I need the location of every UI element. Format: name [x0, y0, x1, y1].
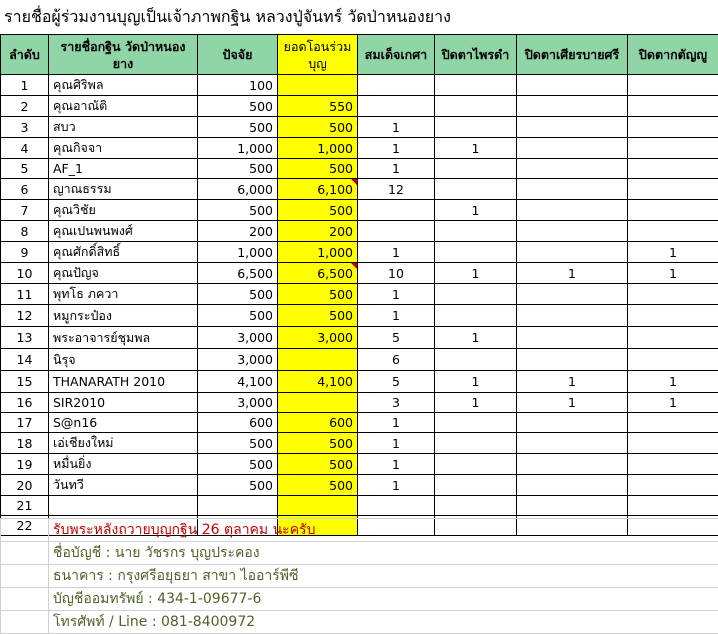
transfer-cell[interactable]: [278, 75, 358, 96]
pidta-sianbaisri-cell[interactable]: [517, 475, 628, 496]
pidta-sianbaisri-cell[interactable]: [517, 221, 628, 242]
row-number-cell[interactable]: 17: [1, 413, 49, 433]
row-number-cell[interactable]: 12: [1, 305, 49, 327]
somdej-kesa-cell[interactable]: 1: [358, 454, 435, 475]
header-pidta-sianbaisri[interactable]: ปิดตาเศียรบายศรี: [517, 35, 628, 75]
pidta-katanyu-cell[interactable]: [628, 96, 718, 117]
row-number-cell[interactable]: 19: [1, 454, 49, 475]
footer-account-name[interactable]: ชื่อบัญชี : นาย วัชรกร บุญประคอง: [49, 542, 718, 565]
pidta-praidam-cell[interactable]: [435, 221, 517, 242]
table-row: [1, 159, 718, 179]
somdej-kesa-cell[interactable]: [358, 496, 435, 516]
pidta-katanyu-cell[interactable]: 1: [628, 242, 718, 263]
somdej-kesa-cell[interactable]: 1: [358, 475, 435, 496]
pidta-sianbaisri-cell[interactable]: [517, 242, 628, 263]
somdej-kesa-cell[interactable]: [358, 75, 435, 96]
pidta-katanyu-cell[interactable]: [628, 138, 718, 159]
somdej-kesa-cell[interactable]: 1: [358, 305, 435, 327]
amount-cell[interactable]: 500: [198, 433, 278, 454]
donor-name-cell[interactable]: คุณศักดิ์สิทธิ์: [49, 242, 198, 263]
pidta-katanyu-cell[interactable]: 1: [628, 263, 718, 284]
table-row: [1, 200, 718, 221]
pidta-sianbaisri-cell[interactable]: [517, 200, 628, 221]
pidta-praidam-cell[interactable]: [435, 75, 517, 96]
transfer-cell[interactable]: 500: [278, 200, 358, 221]
donor-name-cell[interactable]: AF_1: [49, 159, 198, 179]
table-row: [1, 433, 718, 454]
pidta-sianbaisri-cell[interactable]: [517, 305, 628, 327]
row-number-cell[interactable]: 11: [1, 284, 49, 305]
somdej-kesa-cell[interactable]: 1: [358, 242, 435, 263]
pidta-katanyu-cell[interactable]: [628, 179, 718, 200]
sheet-title: รายชื่อผู้ร่วมงานบุญเป็นเจ้าภาพกฐิน หลวงปู่จันทร์ วัดป่าหนองยาง: [0, 0, 718, 34]
row-number-cell[interactable]: 15: [1, 371, 49, 393]
pidta-praidam-cell[interactable]: [435, 433, 517, 454]
row-number-cell[interactable]: 20: [1, 475, 49, 496]
header-amount[interactable]: ปัจจัย: [198, 35, 278, 75]
pidta-praidam-cell[interactable]: [435, 117, 517, 138]
pidta-sianbaisri-cell[interactable]: [517, 159, 628, 179]
somdej-kesa-cell[interactable]: 5: [358, 371, 435, 393]
table-row: [1, 263, 718, 284]
somdej-kesa-cell[interactable]: 1: [358, 413, 435, 433]
table-row: [1, 305, 718, 327]
table-row: [1, 96, 718, 117]
footer-phone[interactable]: โทรศัพท์ / Line : 081-8400972: [49, 611, 718, 634]
header-transfer[interactable]: ยอดโอนร่วมบุญ: [278, 35, 358, 75]
pidta-katanyu-cell[interactable]: [628, 496, 718, 516]
amount-cell[interactable]: 100: [198, 75, 278, 96]
pidta-sianbaisri-cell[interactable]: [517, 138, 628, 159]
amount-cell[interactable]: 500: [198, 96, 278, 117]
somdej-kesa-cell[interactable]: [358, 200, 435, 221]
transfer-cell[interactable]: 500: [278, 284, 358, 305]
amount-cell[interactable]: 500: [198, 454, 278, 475]
somdej-kesa-cell[interactable]: 12: [358, 179, 435, 200]
pidta-sianbaisri-cell[interactable]: 1: [517, 371, 628, 393]
pidta-praidam-cell[interactable]: [435, 454, 517, 475]
pidta-praidam-cell[interactable]: 1: [435, 138, 517, 159]
table-row: [1, 284, 718, 305]
amount-cell[interactable]: 3,000: [198, 393, 278, 413]
donor-name-cell[interactable]: หมูกระป๋อง: [49, 305, 198, 327]
pidta-praidam-cell[interactable]: 1: [435, 263, 517, 284]
donor-name-cell[interactable]: คุณปัญจ: [49, 263, 198, 284]
table-row: [1, 242, 718, 263]
amount-cell[interactable]: 3,000: [198, 327, 278, 349]
pidta-sianbaisri-cell[interactable]: [517, 179, 628, 200]
pidta-praidam-cell[interactable]: [435, 496, 517, 516]
table-row: [1, 349, 718, 371]
amount-cell[interactable]: 500: [198, 200, 278, 221]
pidta-katanyu-cell[interactable]: [628, 117, 718, 138]
amount-cell[interactable]: 200: [198, 221, 278, 242]
row-number-cell[interactable]: 10: [1, 263, 49, 284]
table-row: [1, 327, 718, 349]
somdej-kesa-cell[interactable]: 1: [358, 117, 435, 138]
header-pidta-katanyu[interactable]: ปิดตากตัญญู: [628, 35, 718, 75]
somdej-kesa-cell[interactable]: 1: [358, 284, 435, 305]
footer-note[interactable]: รับพระหลังถวายบุญกฐิน 26 ตุลาคม นะครับ: [49, 519, 718, 542]
amount-cell[interactable]: [198, 496, 278, 516]
pidta-praidam-cell[interactable]: [435, 96, 517, 117]
transfer-cell[interactable]: 500: [278, 475, 358, 496]
row-number-cell[interactable]: 9: [1, 242, 49, 263]
donor-name-cell[interactable]: คุณกิจจา: [49, 138, 198, 159]
transfer-cell[interactable]: 500: [278, 305, 358, 327]
pidta-praidam-cell[interactable]: [435, 159, 517, 179]
amount-cell[interactable]: 500: [198, 117, 278, 138]
pidta-sianbaisri-cell[interactable]: [517, 75, 628, 96]
transfer-cell[interactable]: 6,100: [278, 179, 358, 200]
transfer-cell[interactable]: 4,100: [278, 371, 358, 393]
footer-bank[interactable]: ธนาคาร : กรุงศรีอยุธยา สาขา ไออาร์พีซี: [49, 565, 718, 588]
pidta-katanyu-cell[interactable]: [628, 433, 718, 454]
table-row: [1, 138, 718, 159]
donor-name-cell[interactable]: คุณศิริพล: [49, 75, 198, 96]
pidta-sianbaisri-cell[interactable]: [517, 117, 628, 138]
donor-name-cell[interactable]: ญาณธรรม: [49, 179, 198, 200]
donor-name-cell[interactable]: SIR2010: [49, 393, 198, 413]
header-row: [1, 35, 718, 75]
row-number-cell[interactable]: 4: [1, 138, 49, 159]
header-somdej-kesa[interactable]: สมเด็จเกศา: [358, 35, 435, 75]
footer-account-number[interactable]: บัญชีออมทรัพย์ : 434-1-09677-6: [49, 588, 718, 611]
table-row: [1, 393, 718, 413]
donor-name-cell[interactable]: เอ่เชียงใหม่: [49, 433, 198, 454]
transfer-cell[interactable]: [278, 349, 358, 371]
somdej-kesa-cell[interactable]: 1: [358, 159, 435, 179]
pidta-katanyu-cell[interactable]: [628, 221, 718, 242]
pidta-katanyu-cell[interactable]: [628, 75, 718, 96]
donor-name-cell[interactable]: S@n16: [49, 413, 198, 433]
transfer-cell[interactable]: 500: [278, 159, 358, 179]
transfer-cell[interactable]: [278, 393, 358, 413]
table-row: [1, 221, 718, 242]
donor-name-cell[interactable]: พระอาจารย์ชุมพล: [49, 327, 198, 349]
amount-cell[interactable]: 1,000: [198, 138, 278, 159]
pidta-katanyu-cell[interactable]: [628, 475, 718, 496]
transfer-cell[interactable]: 500: [278, 433, 358, 454]
row-number-cell[interactable]: 18: [1, 433, 49, 454]
pidta-praidam-cell[interactable]: [435, 349, 517, 371]
somdej-kesa-cell[interactable]: [358, 221, 435, 242]
pidta-sianbaisri-cell[interactable]: [517, 433, 628, 454]
row-number-cell[interactable]: 8: [1, 221, 49, 242]
donor-name-cell[interactable]: พุทโธ ภควา: [49, 284, 198, 305]
pidta-katanyu-cell[interactable]: [628, 349, 718, 371]
pidta-praidam-cell[interactable]: [435, 475, 517, 496]
transfer-cell[interactable]: 550: [278, 96, 358, 117]
table-row: [1, 117, 718, 138]
somdej-kesa-cell[interactable]: 3: [358, 393, 435, 413]
transfer-cell[interactable]: 3,000: [278, 327, 358, 349]
pidta-praidam-cell[interactable]: 1: [435, 200, 517, 221]
transfer-cell[interactable]: 6,500: [278, 263, 358, 284]
somdej-kesa-cell[interactable]: [358, 96, 435, 117]
pidta-sianbaisri-cell[interactable]: 1: [517, 393, 628, 413]
header-pidta-praidam[interactable]: ปิดตาไพรดำ: [435, 35, 517, 75]
transfer-cell[interactable]: 500: [278, 454, 358, 475]
row-number-cell[interactable]: 7: [1, 200, 49, 221]
donor-name-cell[interactable]: คุณเปนพนพงศ์: [49, 221, 198, 242]
pidta-sianbaisri-cell[interactable]: [517, 454, 628, 475]
row-number-cell[interactable]: 6: [1, 179, 49, 200]
pidta-praidam-cell[interactable]: 1: [435, 393, 517, 413]
table-row: [1, 413, 718, 433]
amount-cell[interactable]: 6,000: [198, 179, 278, 200]
donor-name-cell[interactable]: สบว: [49, 117, 198, 138]
amount-cell[interactable]: 500: [198, 305, 278, 327]
donor-name-cell[interactable]: THANARATH 2010: [49, 371, 198, 393]
amount-cell[interactable]: 6,500: [198, 263, 278, 284]
amount-cell[interactable]: 600: [198, 413, 278, 433]
somdej-kesa-cell[interactable]: 1: [358, 138, 435, 159]
row-number-cell[interactable]: 3: [1, 117, 49, 138]
transfer-cell[interactable]: 1,000: [278, 242, 358, 263]
table-row: [1, 75, 718, 96]
pidta-katanyu-cell[interactable]: [628, 454, 718, 475]
pidta-sianbaisri-cell[interactable]: [517, 496, 628, 516]
donor-name-cell[interactable]: [49, 496, 198, 516]
row-number-cell[interactable]: 5: [1, 159, 49, 179]
donor-name-cell[interactable]: นิรุจ: [49, 349, 198, 371]
header-name[interactable]: รายชื่อกฐิน วัดป่าหนองยาง: [49, 35, 198, 75]
pidta-katanyu-cell[interactable]: [628, 200, 718, 221]
pidta-katanyu-cell[interactable]: [628, 305, 718, 327]
pidta-sianbaisri-cell[interactable]: [517, 413, 628, 433]
pidta-praidam-cell[interactable]: [435, 305, 517, 327]
amount-cell[interactable]: 500: [198, 159, 278, 179]
row-number-cell[interactable]: 14: [1, 349, 49, 371]
donor-name-cell[interactable]: หมื่นยิ่ง: [49, 454, 198, 475]
transfer-cell[interactable]: 200: [278, 221, 358, 242]
pidta-praidam-cell[interactable]: [435, 413, 517, 433]
table-row: [1, 179, 718, 200]
transfer-cell[interactable]: 1,000: [278, 138, 358, 159]
somdej-kesa-cell[interactable]: 6: [358, 349, 435, 371]
pidta-katanyu-cell[interactable]: 1: [628, 371, 718, 393]
transfer-cell[interactable]: [278, 496, 358, 516]
transfer-cell[interactable]: 500: [278, 117, 358, 138]
donor-name-cell[interactable]: วันทวี: [49, 475, 198, 496]
pidta-praidam-cell[interactable]: [435, 284, 517, 305]
donor-name-cell[interactable]: คุณอาณัติ: [49, 96, 198, 117]
pidta-katanyu-cell[interactable]: [628, 327, 718, 349]
amount-cell[interactable]: 500: [198, 284, 278, 305]
pidta-katanyu-cell[interactable]: [628, 413, 718, 433]
pidta-katanyu-cell[interactable]: [628, 159, 718, 179]
amount-cell[interactable]: 4,100: [198, 371, 278, 393]
pidta-katanyu-cell[interactable]: 1: [628, 393, 718, 413]
table-row: [1, 371, 718, 393]
amount-cell[interactable]: 500: [198, 475, 278, 496]
table-row: [1, 496, 718, 516]
pidta-sianbaisri-cell[interactable]: [517, 96, 628, 117]
somdej-kesa-cell[interactable]: 10: [358, 263, 435, 284]
pidta-praidam-cell[interactable]: 1: [435, 371, 517, 393]
pidta-praidam-cell[interactable]: 1: [435, 327, 517, 349]
pidta-sianbaisri-cell[interactable]: [517, 327, 628, 349]
somdej-kesa-cell[interactable]: 1: [358, 433, 435, 454]
header-no[interactable]: ลำดับ: [1, 35, 49, 75]
pidta-sianbaisri-cell[interactable]: [517, 284, 628, 305]
footer-info: [0, 518, 718, 634]
row-number-cell[interactable]: 16: [1, 393, 49, 413]
pidta-praidam-cell[interactable]: [435, 242, 517, 263]
row-number-cell[interactable]: 13: [1, 327, 49, 349]
donor-name-cell[interactable]: คุณวิชัย: [49, 200, 198, 221]
row-number-cell[interactable]: 22: [1, 516, 49, 536]
row-number-cell[interactable]: 21: [1, 496, 49, 516]
row-number-cell[interactable]: 1: [1, 75, 49, 96]
pidta-praidam-cell[interactable]: [435, 179, 517, 200]
table-row: [1, 475, 718, 496]
row-number-cell[interactable]: 2: [1, 96, 49, 117]
donor-table: [0, 34, 718, 536]
transfer-cell[interactable]: 600: [278, 413, 358, 433]
amount-cell[interactable]: 3,000: [198, 349, 278, 371]
amount-cell[interactable]: 1,000: [198, 242, 278, 263]
pidta-katanyu-cell[interactable]: [628, 284, 718, 305]
pidta-sianbaisri-cell[interactable]: 1: [517, 263, 628, 284]
somdej-kesa-cell[interactable]: 5: [358, 327, 435, 349]
table-row: [1, 454, 718, 475]
pidta-sianbaisri-cell[interactable]: [517, 349, 628, 371]
